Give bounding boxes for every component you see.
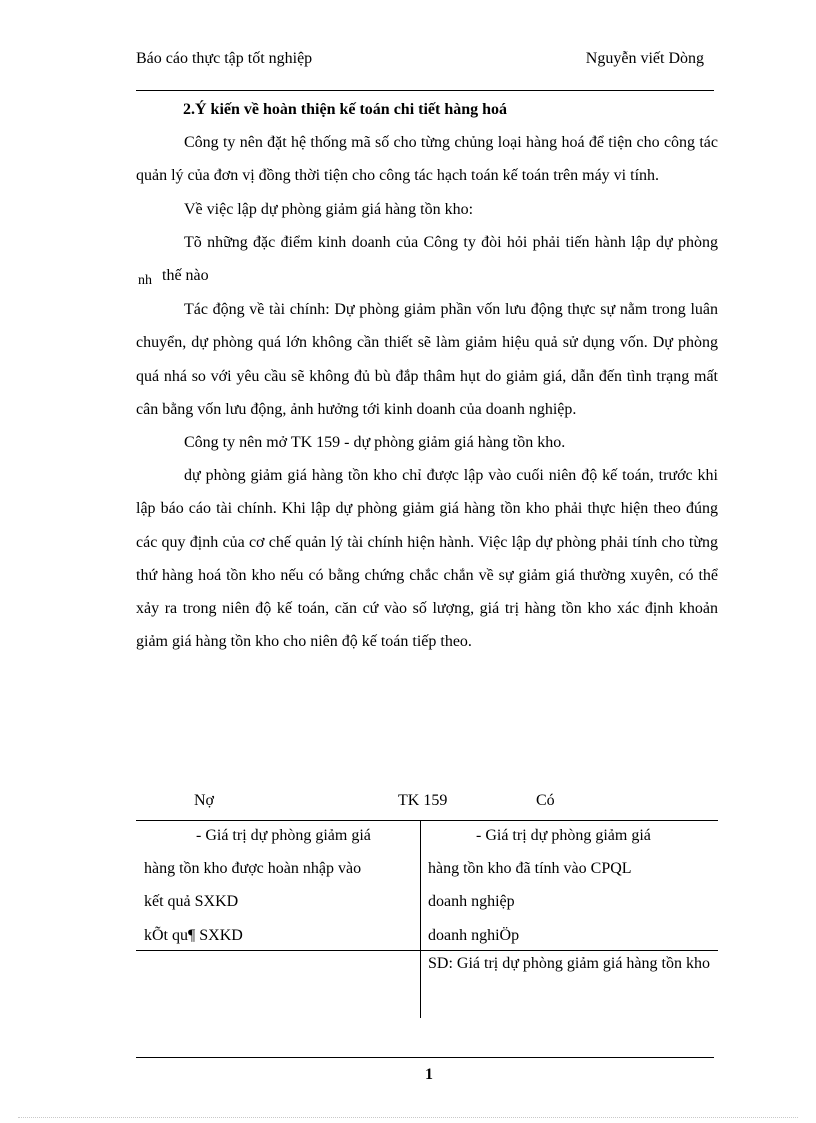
- credit-line: doanh nghiệp: [428, 893, 515, 911]
- paragraph-business-traits-main: Tõ những đặc điểm kinh doanh của Công ty đòi hỏi phải tiến hành lập dự phòng: [184, 233, 718, 251]
- section-heading: 2.Ý kiến về hoàn thiện kế toán chi tiết hàng hoá: [183, 101, 508, 118]
- footer-rule: [136, 1057, 714, 1058]
- t-account-ending-balance: SD: Giá trị dự phòng giảm giá hàng tồn kho: [428, 955, 710, 972]
- credit-line: doanh nghiÖp: [428, 926, 520, 944]
- header-report-title: Báo cáo thực tập tốt nghiệp: [136, 50, 313, 67]
- header-rule: [136, 90, 714, 91]
- debit-line: hàng tồn kho được hoàn nhập vào: [144, 860, 362, 878]
- paragraph-open-account: Công ty nên mở TK 159 - dự phòng giảm giá hàng tồn kho.: [184, 434, 566, 452]
- paragraph-product-codes: Công ty nên đặt hệ thống mã số cho từng chủng loại hàng hoá để tiện cho công tác quản lý của đơn vị đồng thời tiện cho công tác hạch toán kế toán trên máy vi tính.: [136, 134, 718, 185]
- subscript-fragment: nh: [138, 273, 152, 289]
- debit-line: kÕt qu¶ SXKD: [144, 926, 243, 944]
- t-account-debit-label: Nợ: [194, 792, 215, 809]
- page-number: 1: [425, 1066, 433, 1083]
- t-account-name: TK 159: [398, 792, 448, 809]
- body-text: [136, 93, 718, 658]
- t-account-diagram: [136, 786, 718, 1026]
- t-account-credit-label: Có: [536, 792, 555, 809]
- t-account-center-rule: [420, 820, 421, 1018]
- t-account-debit-column: [144, 819, 414, 952]
- credit-line: hàng tồn kho đã tính vào CPQL: [428, 860, 632, 878]
- paragraph-provision-rules: dự phòng giảm giá hàng tồn kho chỉ được lập vào cuối niên độ kế toán, trước khi lập báo cáo tài chính. Khi lập dự phòng giảm giá hàng tồn kho phải thực hiện theo đúng các quy định của cơ chế quản lý tài chính hiện hành. Việc lập dự phòng phải tính cho từng thứ hàng hoá tồn kho nếu có bằng chứng chắc chắn về sự giảm giá thường xuyên, có thể xảy ra trong niên độ kế toán, căn cứ vào số lượng, giá trị hàng tồn kho xác định khoản giảm giá hàng tồn kho cho niên độ kế toán tiếp theo.: [136, 467, 718, 651]
- paragraph-business-traits-end: thế nào: [162, 267, 209, 285]
- header-author-name: Nguyễn viết Dòng: [585, 50, 704, 67]
- credit-line: - Giá trị dự phòng giảm giá: [476, 827, 651, 844]
- paragraph-provision-intro: Về việc lập dự phòng giảm giá hàng tồn kho:: [184, 200, 474, 218]
- page-header: [136, 50, 714, 74]
- paragraph-financial-impact: Tác động về tài chính: Dự phòng giảm phần vốn lưu động thực sự nằm trong luân chuyển, dự phòng quá lớn không cần thiết sẽ làm giảm hiệu quả sử dụng vốn. Dự phòng quá nhá so với yêu cầu sẽ không đủ bù đắp thâm hụt do giảm giá, dẫn đến tình trạng mất cân bằng vốn lưu động, ảnh hưởng tới kinh doanh của doanh nghiệp.: [136, 301, 718, 418]
- page-bottom-dotted-border: [18, 1117, 798, 1118]
- t-account-header: [136, 786, 718, 816]
- t-account-credit-column: [428, 819, 718, 952]
- debit-line: - Giá trị dự phòng giảm giá: [196, 827, 371, 844]
- paragraph-business-traits: [136, 226, 718, 293]
- debit-line: kết quả SXKD: [144, 893, 239, 911]
